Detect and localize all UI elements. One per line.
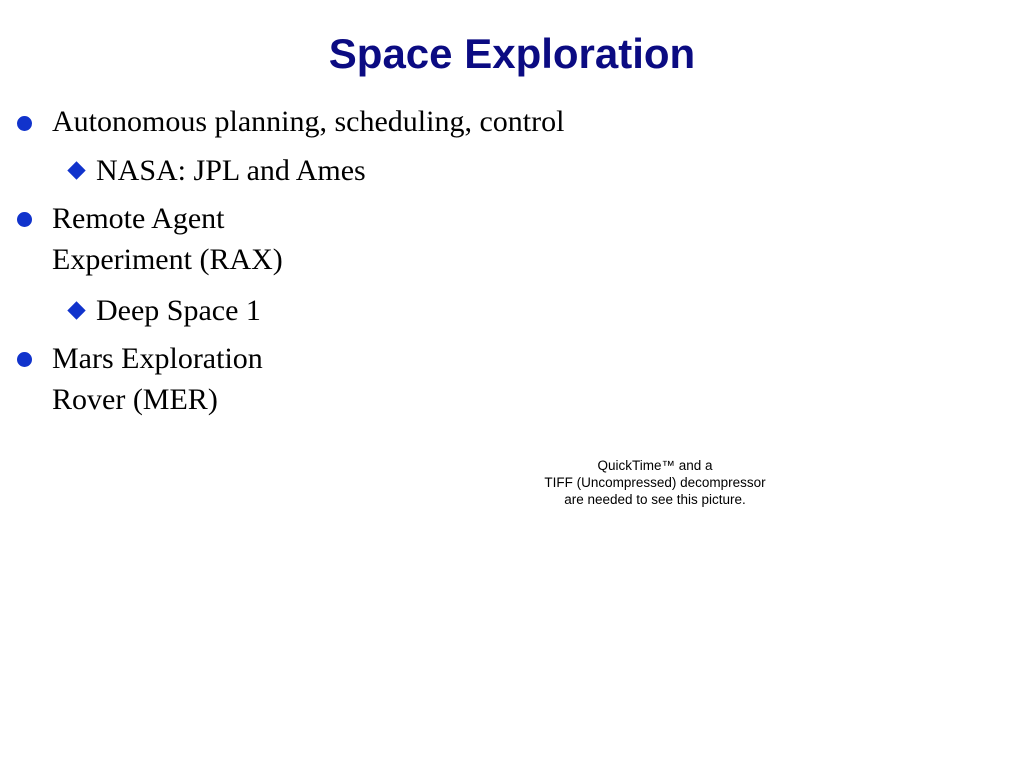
bullet-dot-icon: [17, 352, 32, 367]
bullet-text-line-1: Remote Agent: [52, 202, 225, 235]
placeholder-line-1: QuickTime™ and a: [597, 458, 713, 473]
sub-bullet-text: Deep Space 1: [96, 294, 261, 327]
sub-bullet-text: NASA: JPL and Ames: [96, 154, 366, 187]
bullet-text-line-2: Experiment (RAX): [52, 243, 283, 276]
bullet-diamond-icon: [67, 301, 85, 319]
bullet-text-line-2: Rover (MER): [52, 383, 218, 416]
slide-title: Space Exploration: [328, 30, 696, 77]
bullet-text-line-1: Mars Exploration: [52, 342, 263, 375]
bullet-dot-icon: [17, 212, 32, 227]
placeholder-line-3: are needed to see this picture.: [564, 492, 746, 507]
bullet-text: Autonomous planning, scheduling, control: [52, 105, 565, 138]
image-placeholder: [505, 457, 805, 508]
placeholder-line-2: TIFF (Uncompressed) decompressor: [544, 475, 766, 490]
bullet-dot-icon: [17, 116, 32, 131]
bullet-diamond-icon: [67, 161, 85, 179]
